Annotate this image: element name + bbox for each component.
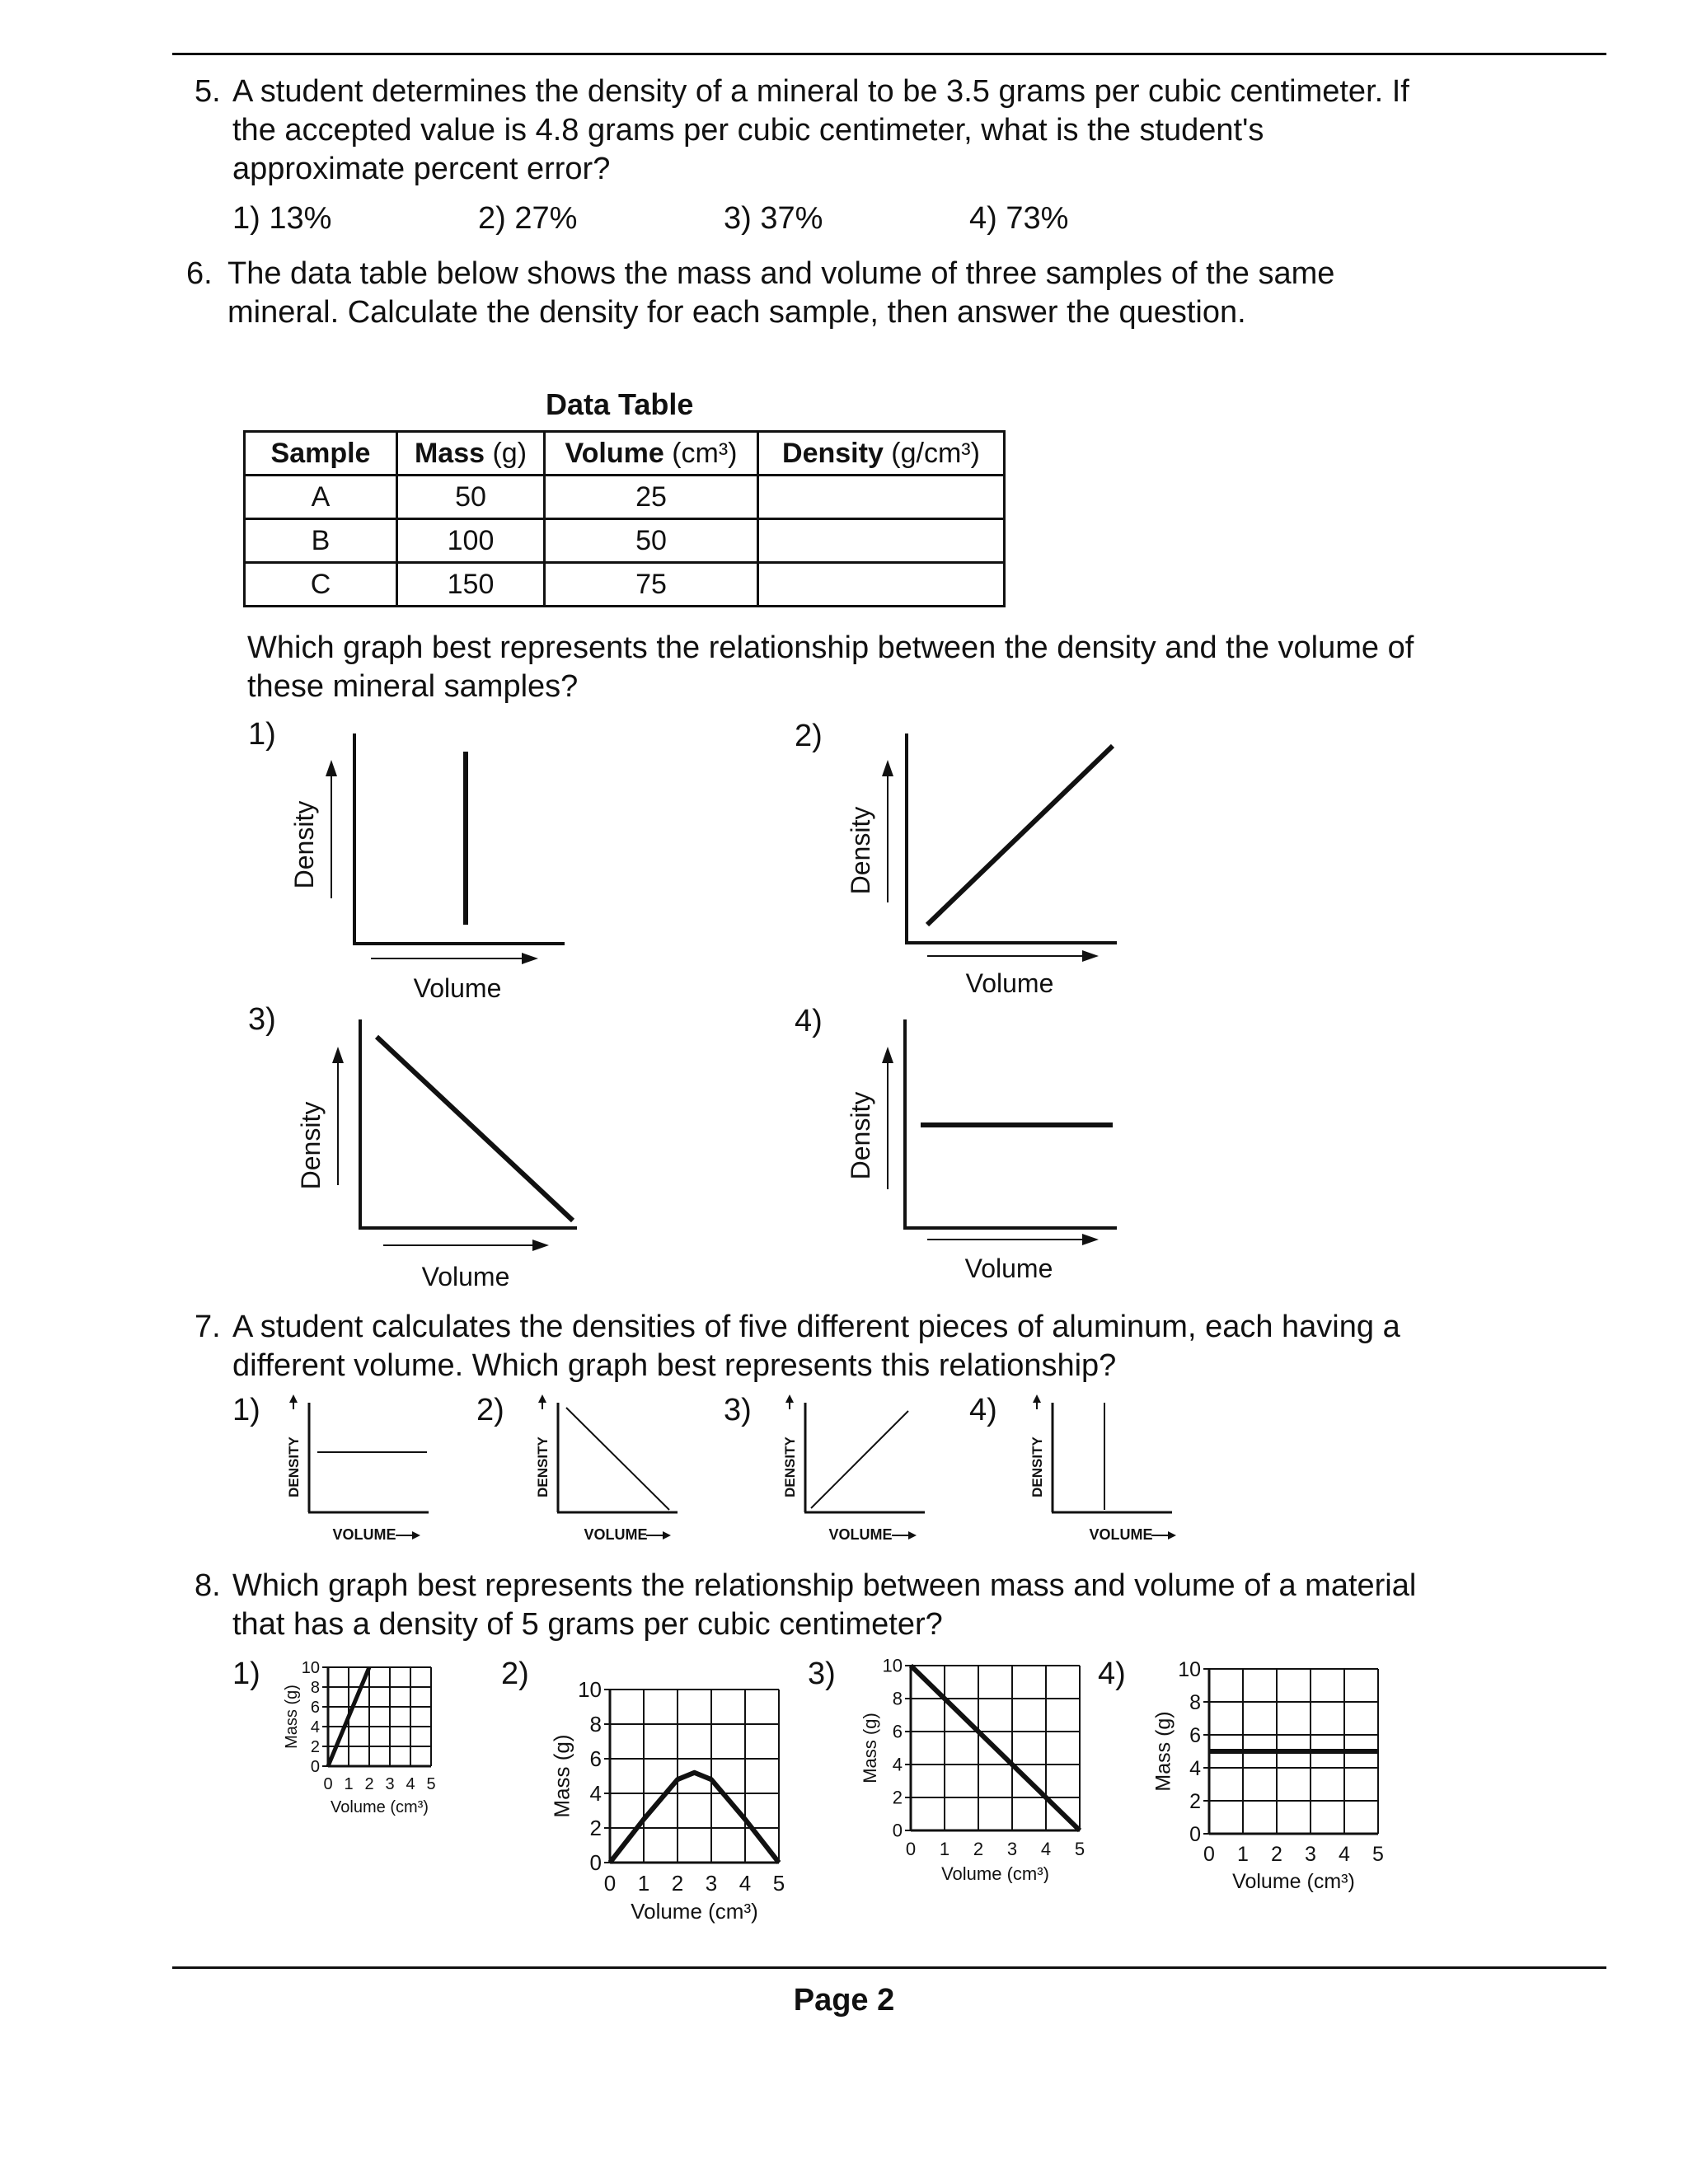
choice-label[interactable]: 1) <box>248 717 276 752</box>
data-line <box>811 1411 908 1508</box>
x-tick-label: 5 <box>772 1871 785 1896</box>
y-arrowhead <box>882 760 893 776</box>
x-axis-label: VOLUME <box>828 1526 893 1543</box>
data-line <box>377 1037 573 1221</box>
x-arrowhead <box>908 1531 917 1540</box>
x-tick-label: 2 <box>671 1871 684 1896</box>
x-tick-label: 5 <box>426 1775 436 1793</box>
choice-label[interactable]: 1) <box>232 1657 260 1691</box>
q7-graph-1 <box>272 1393 453 1558</box>
q6-graph-4 <box>837 1012 1133 1301</box>
question-text-line: that has a density of 5 grams per cubic centimeter? <box>232 1607 943 1642</box>
x-tick-label: 2 <box>973 1839 984 1859</box>
x-arrowhead <box>663 1531 671 1540</box>
y-tick-label: 6 <box>1189 1723 1201 1747</box>
choice-label[interactable]: 2) <box>795 719 823 753</box>
x-tick-label: 3 <box>1305 1843 1316 1866</box>
y-axis-label: Density <box>846 1091 875 1180</box>
x-tick-label: 0 <box>323 1775 333 1793</box>
y-tick-label: 2 <box>892 1787 903 1808</box>
x-arrowhead <box>522 953 538 964</box>
prompt-line: these mineral samples? <box>247 669 579 704</box>
choice-label[interactable]: 3) <box>724 1393 752 1427</box>
y-tick-label: 4 <box>892 1754 903 1775</box>
x-axis-label: VOLUME <box>1089 1526 1153 1543</box>
y-axis-label: Mass (g) <box>283 1685 301 1749</box>
data-line <box>610 1773 779 1863</box>
table-cell-blank[interactable] <box>758 476 1005 519</box>
y-tick-label: 10 <box>301 1659 320 1677</box>
question-number: 7. <box>195 1310 221 1344</box>
x-tick-label: 2 <box>364 1775 374 1793</box>
table-cell-blank[interactable] <box>758 563 1005 607</box>
y-axis-label: Density <box>289 800 319 889</box>
table-cell-blank[interactable] <box>758 519 1005 563</box>
y-axis-label: DENSITY <box>782 1436 798 1497</box>
table-cell: 50 <box>397 476 545 519</box>
y-tick-label: 0 <box>892 1820 903 1841</box>
y-axis-label: Mass (g) <box>860 1713 881 1783</box>
x-tick-label: 4 <box>1339 1843 1350 1866</box>
y-axis-label: Mass (g) <box>549 1734 574 1818</box>
y-arrowhead <box>882 1047 893 1063</box>
table-header-cell: Density (g/cm³) <box>758 432 1005 476</box>
y-arrowhead <box>785 1394 794 1403</box>
x-axis-label: Volume <box>421 1262 510 1291</box>
y-tick-label: 8 <box>892 1688 903 1709</box>
x-axis-label: Volume <box>965 968 1054 998</box>
x-tick-label: 1 <box>939 1839 950 1859</box>
table-header-cell: Mass (g) <box>397 432 545 476</box>
q8-graph-1 <box>272 1652 486 1858</box>
x-arrowhead <box>1082 1234 1099 1245</box>
answer-choice[interactable]: 2) 27% <box>478 201 578 236</box>
x-arrowhead <box>1082 950 1099 962</box>
choice-label[interactable]: 2) <box>476 1393 504 1427</box>
x-tick-label: 3 <box>1006 1839 1018 1859</box>
question-text-line: different volume. Which graph best represents this relationship? <box>232 1348 1117 1383</box>
table-header-cell: Sample <box>245 432 397 476</box>
y-arrowhead <box>332 1047 344 1063</box>
y-tick-label: 10 <box>1178 1657 1201 1681</box>
y-axis-label: DENSITY <box>1029 1436 1045 1497</box>
x-axis-label: Volume (cm³) <box>941 1863 1049 1883</box>
table-header-row <box>245 432 1005 476</box>
y-tick-label: 6 <box>310 1699 320 1717</box>
choice-label[interactable]: 3) <box>248 1002 276 1037</box>
y-arrowhead <box>326 760 337 776</box>
x-axis-label: Volume <box>413 973 502 1003</box>
data-line <box>566 1408 669 1510</box>
choice-label[interactable]: 3) <box>808 1657 836 1691</box>
question-text-line: the accepted value is 4.8 grams per cubic centimeter, what is the student's <box>232 113 1264 148</box>
y-tick-label: 8 <box>1189 1690 1201 1714</box>
y-tick-label: 6 <box>589 1746 602 1772</box>
y-tick-label: 4 <box>589 1781 602 1807</box>
table-cell: 75 <box>545 563 758 607</box>
table-cell: 100 <box>397 519 545 563</box>
y-tick-label: 4 <box>1189 1756 1201 1780</box>
y-arrowhead <box>538 1394 546 1403</box>
y-tick-label: 8 <box>589 1712 602 1737</box>
y-tick-label: 6 <box>892 1721 903 1742</box>
y-axis-label: Density <box>296 1101 326 1190</box>
data-line <box>927 746 1113 925</box>
x-tick-label: 2 <box>1271 1843 1282 1866</box>
table-header-cell: Volume (cm³) <box>545 432 758 476</box>
x-tick-label: 1 <box>344 1775 354 1793</box>
choice-label[interactable]: 4) <box>969 1393 997 1427</box>
q8-graph-4 <box>1133 1652 1405 1916</box>
q7-graph-3 <box>768 1393 950 1558</box>
prompt-line: Which graph best represents the relationship between the density and the volume of <box>247 630 1414 665</box>
y-arrowhead <box>1033 1394 1041 1403</box>
choice-label[interactable]: 4) <box>1098 1657 1126 1691</box>
table-row <box>245 563 1005 607</box>
answer-choice[interactable]: 3) 37% <box>724 201 823 236</box>
y-arrowhead <box>289 1394 298 1403</box>
answer-choice[interactable]: 1) 13% <box>232 201 332 236</box>
table-cell: 25 <box>545 476 758 519</box>
y-tick-label: 8 <box>310 1679 320 1697</box>
top-rule <box>172 53 1606 55</box>
y-axis-label: Mass (g) <box>1151 1711 1175 1792</box>
x-axis-label: VOLUME <box>332 1526 396 1543</box>
x-tick-label: 4 <box>406 1775 415 1793</box>
x-axis-label: Volume (cm³) <box>331 1798 429 1816</box>
y-tick-label: 4 <box>310 1718 320 1736</box>
q7-graph-4 <box>1015 1393 1197 1558</box>
x-tick-label: 4 <box>1040 1839 1052 1859</box>
y-axis-label: DENSITY <box>286 1436 302 1497</box>
question-text-line: approximate percent error? <box>232 152 611 186</box>
x-axis-label: Volume (cm³) <box>631 1899 758 1924</box>
x-arrowhead <box>412 1531 420 1540</box>
x-tick-label: 5 <box>1372 1843 1384 1866</box>
x-axis-label: Volume <box>964 1254 1053 1283</box>
q8-graph-2 <box>532 1652 816 1937</box>
question-text-line: A student determines the density of a mineral to be 3.5 grams per cubic centimeter. If <box>232 74 1409 109</box>
question-number: 8. <box>195 1568 221 1603</box>
y-tick-label: 0 <box>1189 1822 1201 1846</box>
question-text-line: The data table below shows the mass and volume of three samples of the same <box>227 256 1335 291</box>
y-axis-label: Density <box>846 806 875 895</box>
y-tick-label: 0 <box>589 1850 602 1876</box>
question-text-line: A student calculates the densities of five different pieces of aluminum, each having a <box>232 1310 1400 1344</box>
table-cell: 150 <box>397 563 545 607</box>
q6-graph-1 <box>280 725 577 1014</box>
q7-graph-2 <box>521 1393 702 1558</box>
x-arrowhead <box>532 1240 549 1251</box>
question-number: 6. <box>186 256 213 291</box>
x-tick-label: 5 <box>1074 1839 1085 1859</box>
page-number: Page 2 <box>793 1983 895 2018</box>
x-tick-label: 4 <box>738 1871 752 1896</box>
table-row <box>245 476 1005 519</box>
question-text-line: mineral. Calculate the density for each sample, then answer the question. <box>227 295 1246 330</box>
data-line <box>911 1666 1080 1830</box>
table-cell: A <box>245 476 397 519</box>
y-tick-label: 2 <box>589 1816 602 1841</box>
x-tick-label: 0 <box>1203 1843 1215 1866</box>
answer-choice[interactable]: 4) 73% <box>969 201 1069 236</box>
x-tick-label: 3 <box>705 1871 718 1896</box>
y-axis-label: DENSITY <box>535 1436 551 1497</box>
x-axis-label: VOLUME <box>584 1526 648 1543</box>
choice-label[interactable]: 4) <box>795 1004 823 1038</box>
table-cell: C <box>245 563 397 607</box>
x-tick-label: 0 <box>603 1871 617 1896</box>
table-cell: B <box>245 519 397 563</box>
data-table <box>243 430 1006 607</box>
y-tick-label: 0 <box>310 1758 320 1776</box>
q6-graph-3 <box>280 1012 585 1301</box>
data-table-title: Data Table <box>546 387 694 421</box>
y-tick-label: 10 <box>882 1655 903 1676</box>
x-tick-label: 3 <box>385 1775 395 1793</box>
q8-graph-3 <box>837 1652 1117 1883</box>
q6-graph-2 <box>837 725 1133 1014</box>
bottom-rule <box>172 1966 1606 1969</box>
x-tick-label: 0 <box>905 1839 917 1859</box>
x-axis-label: Volume (cm³) <box>1232 1870 1355 1893</box>
table-row <box>245 519 1005 563</box>
x-tick-label: 1 <box>637 1871 650 1896</box>
y-tick-label: 2 <box>1189 1789 1201 1813</box>
table-cell: 50 <box>545 519 758 563</box>
choice-label[interactable]: 1) <box>232 1393 260 1427</box>
question-number: 5. <box>195 74 221 109</box>
y-tick-label: 10 <box>578 1677 602 1703</box>
choice-label[interactable]: 2) <box>501 1657 529 1691</box>
y-tick-label: 2 <box>310 1738 320 1756</box>
x-arrowhead <box>1168 1531 1176 1540</box>
question-text-line: Which graph best represents the relationship between mass and volume of a material <box>232 1568 1417 1603</box>
x-tick-label: 1 <box>1237 1843 1249 1866</box>
